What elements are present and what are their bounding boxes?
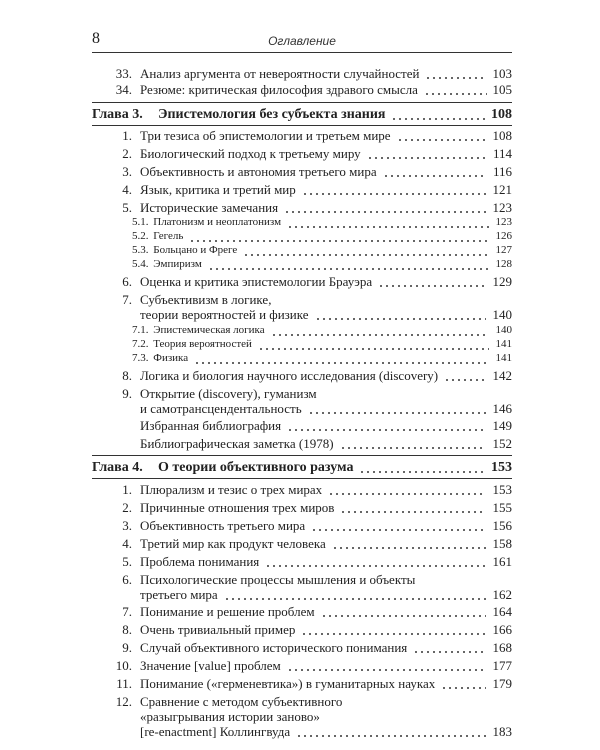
toc-entry [92, 182, 512, 197]
entry-number: 34. [115, 82, 132, 97]
page-ref: 161 [492, 554, 512, 569]
toc-chapter [92, 107, 512, 122]
entry-title: Плюрализм и тезис о трех мирах [140, 482, 323, 497]
entry-number: 7.2. [132, 338, 149, 350]
page-ref: 146 [492, 401, 512, 416]
toc-entry [92, 622, 512, 637]
toc-entry [92, 536, 512, 551]
entry-number: 5.4. [132, 258, 149, 270]
page-ref: 155 [492, 500, 512, 515]
toc-subentry [92, 244, 512, 258]
dot-leader [444, 379, 486, 381]
entry-title: Проблема понимания [140, 554, 260, 569]
toc-entry [92, 164, 512, 179]
dot-leader [224, 598, 487, 600]
page-ref: 153 [492, 482, 512, 497]
page-ref: 177 [492, 658, 512, 673]
dot-leader [383, 175, 487, 177]
entry-title: «разыгрывания истории заново» [140, 709, 320, 724]
toc-entry [92, 386, 512, 416]
chapter-rule [92, 478, 512, 479]
entry-number: 5.1. [132, 216, 149, 228]
page-ref: 162 [492, 587, 512, 602]
page-ref: 179 [492, 676, 512, 691]
toc-entry [92, 292, 512, 322]
entry-number: 3. [122, 164, 132, 179]
entry-title: Сравнение с методом субъективного [140, 694, 343, 709]
entry-number: 9. [122, 386, 132, 401]
page-ref: 123 [495, 216, 512, 228]
entry-title: Третий мир как продукт человека [140, 536, 326, 551]
entry-number: 1. [122, 128, 132, 143]
dot-leader [271, 334, 490, 336]
page-ref: 153 [491, 460, 512, 475]
toc-entry [92, 658, 512, 673]
dot-leader [308, 412, 487, 414]
toc-entry [92, 436, 512, 451]
toc-entry [92, 676, 512, 691]
entry-number: 6. [122, 572, 132, 587]
toc-subentry [92, 216, 512, 230]
page-header [92, 30, 512, 53]
dot-leader [265, 565, 486, 567]
entry-title: Платонизм и неоплатонизм [153, 216, 282, 228]
entry-title: Значение [value] проблем [140, 658, 281, 673]
dot-leader [194, 362, 489, 364]
entry-title: Эмпиризм [153, 258, 202, 270]
entry-title: Очень тривиальный пример [140, 622, 296, 637]
entry-number: 2. [122, 500, 132, 515]
toc-entry [92, 604, 512, 619]
page-ref: 127 [495, 244, 512, 256]
page-ref: 140 [492, 307, 512, 322]
toc-entry [92, 274, 512, 289]
entry-title: Физика [153, 352, 189, 364]
entry-number: 7.3. [132, 352, 149, 364]
entry-title: Субъективизм в логике, [140, 292, 272, 307]
page-ref: 116 [492, 164, 512, 179]
entry-title: Оценка и критика эпистемологии Брауэра [140, 274, 373, 289]
toc-entry [92, 554, 512, 569]
dot-leader [340, 511, 486, 513]
entry-title: Больцано и Фреге [153, 244, 238, 256]
dot-leader [287, 429, 486, 431]
chapter-rule [92, 102, 512, 103]
toc-subentry [92, 338, 512, 352]
entry-title: Теория вероятностей [153, 338, 252, 350]
entry-title: Избранная библиография [140, 418, 282, 433]
dot-leader [302, 193, 487, 195]
toc-entry [92, 66, 512, 81]
entry-title: Библиографическая заметка (1978) [140, 436, 334, 451]
dot-leader [315, 318, 487, 320]
entry-title: Понимание и решение проблем [140, 604, 315, 619]
dot-leader [425, 77, 486, 79]
dot-leader [367, 157, 487, 159]
page-ref: 156 [492, 518, 512, 533]
entry-number: 3. [122, 518, 132, 533]
toc-entry [92, 572, 512, 602]
entry-number: 10. [115, 658, 132, 673]
entry-number: 7. [122, 292, 132, 307]
page-ref: 149 [492, 418, 512, 433]
toc-entry [92, 640, 512, 655]
entry-title: теории вероятностей и физике [140, 307, 309, 322]
dot-leader [287, 669, 487, 671]
page-ref: 164 [492, 604, 512, 619]
dot-leader [284, 211, 486, 213]
page-ref: 158 [492, 536, 512, 551]
entry-title: и самотрансцендентальность [140, 401, 302, 416]
page-ref: 166 [492, 622, 512, 637]
entry-number: 1. [122, 482, 132, 497]
dot-leader [311, 529, 486, 531]
toc-entry [92, 418, 512, 433]
entry-title: Анализ аргумента от невероятности случайностей [140, 66, 420, 81]
page-ref: 114 [492, 146, 512, 161]
entry-title: О теории объективного разума [158, 460, 354, 475]
dot-leader [287, 226, 489, 228]
page-ref: 152 [492, 436, 512, 451]
toc-subentry [92, 352, 512, 366]
page-ref: 105 [492, 82, 512, 97]
dot-leader [258, 348, 490, 350]
page-number: 8 [92, 30, 100, 47]
entry-number: 9. [122, 640, 132, 655]
entry-number: 4. [122, 536, 132, 551]
dot-leader [397, 139, 487, 141]
dot-leader [321, 615, 487, 617]
dot-leader [296, 735, 486, 737]
dot-leader [301, 633, 486, 635]
entry-number: 6. [122, 274, 132, 289]
dot-leader [189, 240, 489, 242]
entry-number: 12. [115, 694, 132, 709]
entry-title: Эпистемология без субъекта знания [158, 107, 386, 122]
page-ref: 183 [492, 724, 512, 739]
dot-leader [391, 118, 485, 120]
chapter-label: Глава 3. [92, 107, 143, 122]
dot-leader [332, 547, 487, 549]
dot-leader [243, 254, 489, 256]
page-ref: 128 [495, 258, 512, 270]
entry-title: Причинные отношения трех миров [140, 500, 335, 515]
page-ref: 121 [492, 182, 512, 197]
page-ref: 140 [495, 324, 512, 336]
entry-number: 11. [116, 676, 132, 691]
dot-leader [208, 268, 490, 270]
page-ref: 103 [492, 66, 512, 81]
toc-entry [92, 694, 512, 739]
entry-title: Гегель [153, 230, 184, 242]
toc-entry [92, 368, 512, 383]
entry-number: 33. [115, 66, 132, 81]
dot-leader [424, 93, 487, 95]
toc-entry [92, 518, 512, 533]
entry-title: Объективность третьего мира [140, 518, 306, 533]
entry-number: 7. [122, 604, 132, 619]
entry-number: 7.1. [132, 324, 149, 336]
chapter-rule [92, 125, 512, 126]
page-ref: 142 [492, 368, 512, 383]
entry-number: 8. [122, 368, 132, 383]
toc-entry [92, 482, 512, 497]
entry-title: Понимание («герменевтика») в гуманитарных науках [140, 676, 436, 691]
entry-title: [re-enactment] Коллингвуда [140, 724, 291, 739]
entry-number: 5.3. [132, 244, 149, 256]
dot-leader [413, 651, 486, 653]
entry-title: третьего мира [140, 587, 218, 602]
toc-entry [92, 82, 512, 97]
page-ref: 141 [495, 352, 512, 364]
entry-number: 5. [122, 554, 132, 569]
entry-number: 4. [122, 182, 132, 197]
dot-leader [441, 687, 486, 689]
entry-title: Биологический подход к третьему миру [140, 146, 361, 161]
entry-title: Исторические замечания [140, 200, 279, 215]
entry-title: Логика и биология научного исследования (discovery) [140, 368, 439, 383]
toc-entry [92, 128, 512, 143]
page-ref: 141 [495, 338, 512, 350]
dot-leader [359, 471, 485, 473]
dot-leader [340, 447, 487, 449]
entry-number: 5.2. [132, 230, 149, 242]
entry-title: Случай объективного исторического понимания [140, 640, 408, 655]
page-ref: 123 [492, 200, 512, 215]
entry-number: 5. [122, 200, 132, 215]
toc-chapter [92, 460, 512, 475]
page-ref: 126 [495, 230, 512, 242]
toc-entry [92, 200, 512, 215]
entry-title: Три тезиса об эпистемологии и третьем мире [140, 128, 391, 143]
entry-title: Резюме: критическая философия здравого смысла [140, 82, 418, 97]
page-ref: 108 [492, 128, 512, 143]
entry-number: 2. [122, 146, 132, 161]
toc-subentry [92, 230, 512, 244]
toc-entry [92, 146, 512, 161]
page-ref: 129 [492, 274, 512, 289]
entry-number: 8. [122, 622, 132, 637]
dot-leader [378, 285, 486, 287]
entry-title: Объективность и автономия третьего мира [140, 164, 377, 179]
entry-title: Эпистемическая логика [153, 324, 265, 336]
chapter-label: Глава 4. [92, 460, 143, 475]
dot-leader [328, 493, 486, 495]
page-ref: 108 [491, 107, 512, 122]
entry-title: Открытие (discovery), гуманизм [140, 386, 317, 401]
entry-title: Язык, критика и третий мир [140, 182, 296, 197]
toc-subentry [92, 258, 512, 272]
toc-subentry [92, 324, 512, 338]
chapter-rule [92, 455, 512, 456]
entry-title: Психологические процессы мышления и объекты [140, 572, 416, 587]
running-title: Оглавление [268, 34, 336, 48]
page-ref: 168 [492, 640, 512, 655]
toc-entry [92, 500, 512, 515]
